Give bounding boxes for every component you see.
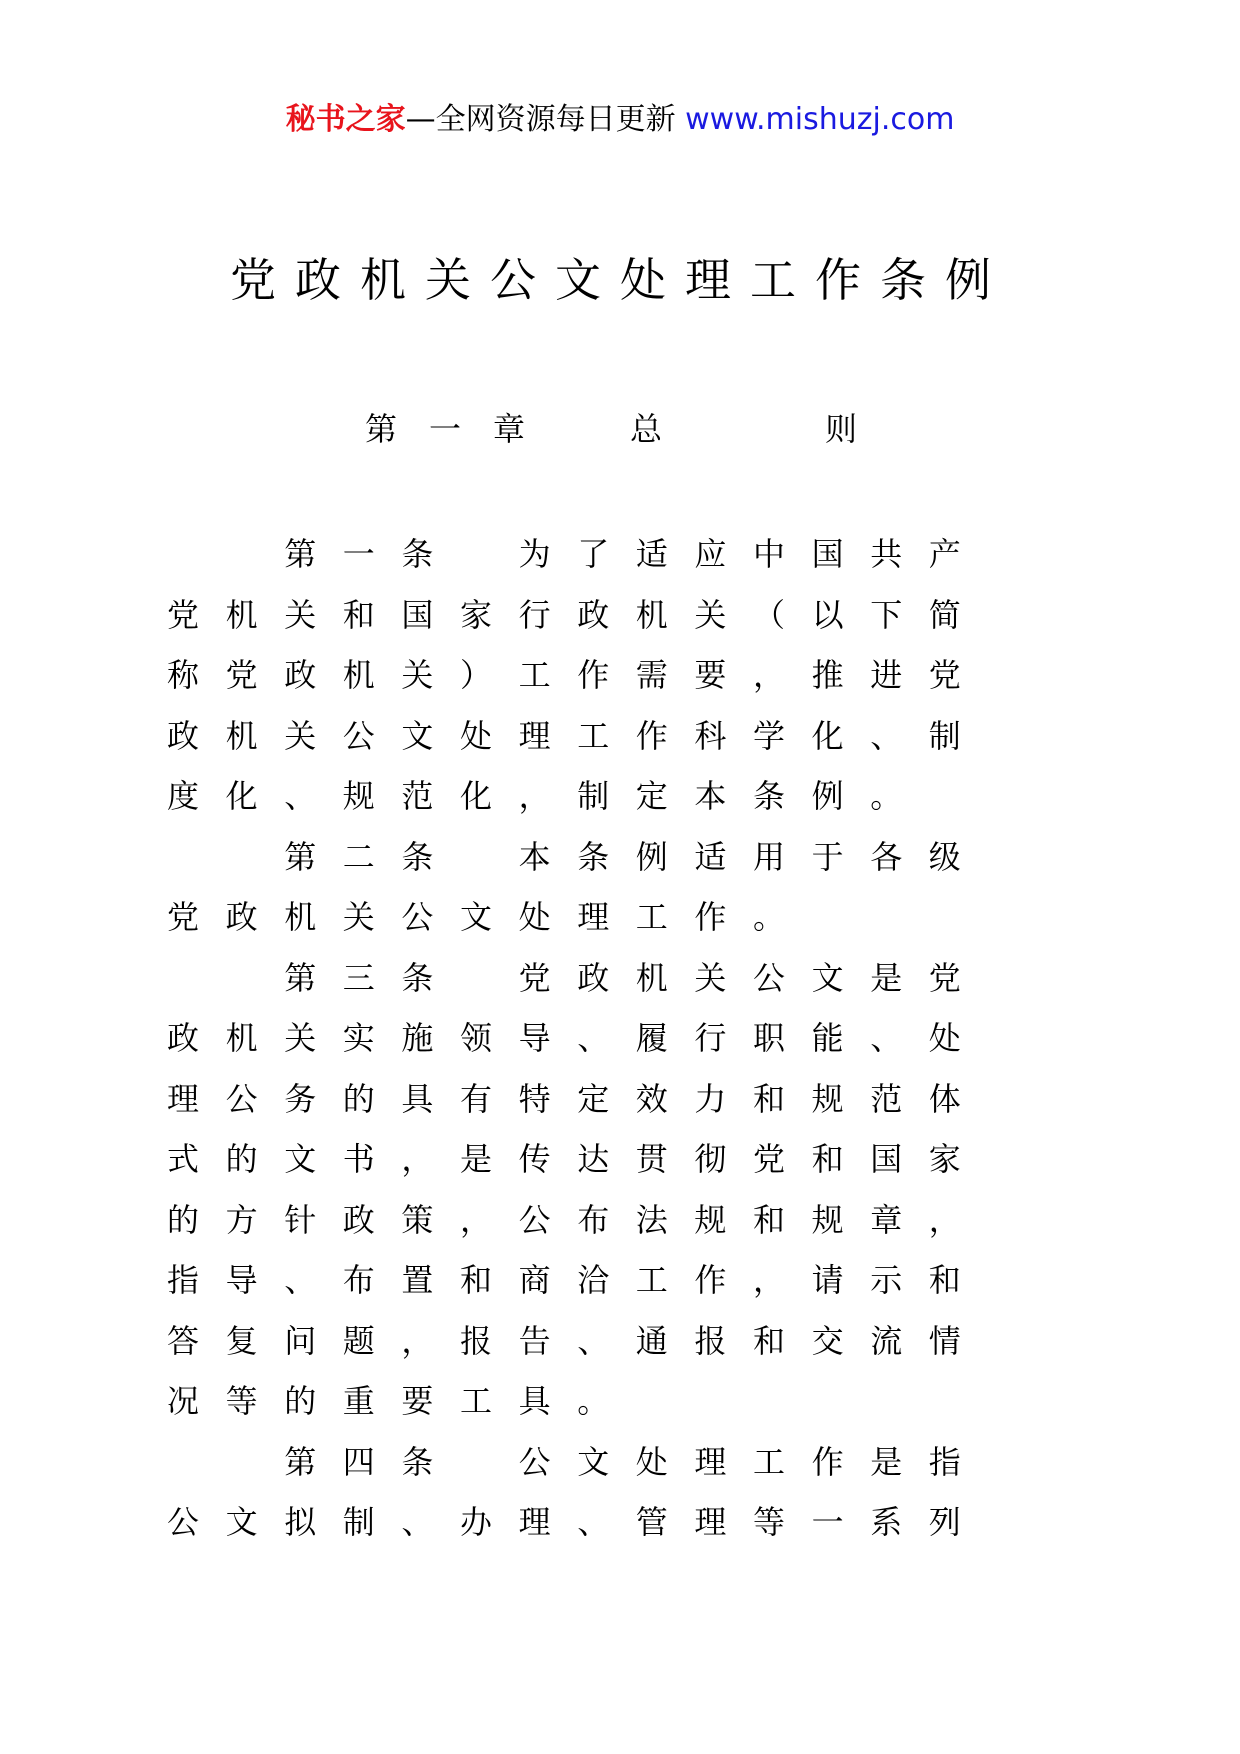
body-char: 和 [928, 1261, 961, 1299]
body-char: 方 [225, 1200, 258, 1239]
body-char: 三 [342, 958, 375, 997]
body-char: 国 [811, 535, 844, 573]
body-char: 用 [753, 837, 786, 876]
body-char: 为 [518, 535, 551, 573]
body-char: 作 [694, 898, 727, 936]
body-char: 规 [811, 1079, 844, 1118]
body-char: 复 [225, 1321, 258, 1360]
body-char: 务 [284, 1079, 317, 1118]
body-char: 文 [401, 716, 434, 755]
body-char: 学 [753, 716, 786, 755]
body-char: 第 [284, 837, 317, 876]
body-char: 机 [342, 656, 375, 694]
body-char: 彻 [694, 1140, 727, 1178]
body-char: 文 [811, 958, 844, 997]
body-char: 例 [635, 837, 668, 876]
body-char: ， [753, 656, 786, 694]
body-char: 本 [694, 777, 727, 815]
body-char: 定 [577, 1079, 610, 1118]
body-char: 范 [401, 777, 434, 815]
body-char: 、 [577, 1019, 610, 1057]
body-char: 以 [811, 595, 844, 634]
body-char: 和 [753, 1079, 786, 1118]
body-char: 规 [342, 777, 375, 815]
body-char: 适 [694, 837, 727, 876]
body-char: 工 [635, 1261, 668, 1299]
body-char: 。 [870, 777, 903, 815]
body-char: 理 [577, 898, 610, 936]
document-body [167, 530, 1077, 1559]
body-char: ， [401, 1321, 434, 1360]
body-char: 有 [460, 1079, 493, 1118]
body-char: 效 [635, 1079, 668, 1118]
body-char: 的 [342, 1079, 375, 1118]
body-line [167, 954, 1077, 1015]
body-char: 关 [284, 595, 317, 634]
body-char: 公 [518, 1200, 551, 1239]
body-char: 机 [225, 1019, 258, 1057]
body-char: 公 [401, 898, 434, 936]
body-line [167, 1135, 1077, 1196]
body-char: 策 [401, 1200, 434, 1239]
body-char: 法 [635, 1200, 668, 1239]
body-char: 一 [811, 1503, 844, 1541]
body-char: 、 [870, 716, 903, 755]
body-char: 应 [694, 535, 727, 573]
body-char: 工 [577, 716, 610, 755]
body-char: 关 [284, 1019, 317, 1057]
body-char: 党 [928, 958, 961, 997]
body-char: 传 [518, 1140, 551, 1178]
body-char: 范 [870, 1079, 903, 1118]
body-line [167, 1014, 1077, 1075]
body-char: 文 [577, 1442, 610, 1481]
body-char: 针 [284, 1200, 317, 1239]
body-char: 、 [284, 1261, 317, 1299]
body-char: 处 [460, 716, 493, 755]
body-char: 规 [694, 1200, 727, 1239]
body-char: 关 [342, 898, 375, 936]
body-char: 各 [870, 837, 903, 876]
body-char: 工 [460, 1382, 493, 1420]
body-char: 家 [928, 1140, 961, 1178]
body-char: 政 [167, 1019, 200, 1057]
body-char: 是 [460, 1140, 493, 1178]
body-char: 式 [167, 1140, 200, 1178]
body-char: 党 [753, 1140, 786, 1178]
body-char: 国 [401, 595, 434, 634]
body-char: 一 [342, 535, 375, 573]
body-char: 特 [518, 1079, 551, 1118]
body-char: 定 [635, 777, 668, 815]
body-char: 四 [342, 1442, 375, 1481]
body-char: 政 [577, 958, 610, 997]
body-char: 化 [460, 777, 493, 815]
body-char: 政 [284, 656, 317, 694]
body-char: 系 [870, 1503, 903, 1541]
body-char: 政 [167, 716, 200, 755]
body-char: 文 [225, 1503, 258, 1541]
body-char: 列 [928, 1503, 961, 1541]
body-char: 具 [518, 1382, 551, 1420]
body-char: 处 [518, 898, 551, 936]
chapter-number: 第一章 [365, 410, 558, 448]
body-char: 级 [928, 837, 961, 876]
body-char: 处 [635, 1442, 668, 1481]
body-char: 指 [928, 1442, 961, 1481]
body-char: 条 [753, 777, 786, 815]
site-slogan: —全网资源每日更新 [405, 102, 686, 137]
body-char: 条 [401, 1442, 434, 1481]
body-line [167, 1317, 1077, 1378]
body-char: 政 [342, 1200, 375, 1239]
body-char: 产 [928, 535, 961, 573]
body-char: 是 [870, 958, 903, 997]
body-line [167, 1196, 1077, 1257]
body-char: 关 [694, 595, 727, 634]
body-char: 的 [225, 1140, 258, 1178]
body-char: 文 [284, 1140, 317, 1178]
body-char: 洽 [577, 1261, 610, 1299]
body-char: 称 [167, 656, 200, 694]
body-char: 置 [401, 1261, 434, 1299]
body-char: 共 [870, 535, 903, 573]
body-char: 导 [518, 1019, 551, 1057]
body-char: 等 [225, 1382, 258, 1420]
body-char: 施 [401, 1019, 434, 1057]
body-char: 办 [460, 1503, 493, 1541]
body-char: 。 [753, 898, 786, 936]
body-char: 规 [811, 1200, 844, 1239]
body-char: 体 [928, 1079, 961, 1118]
body-line [167, 1377, 1077, 1438]
body-char: 、 [284, 777, 317, 815]
body-char: 条 [401, 958, 434, 997]
body-char: 关 [284, 716, 317, 755]
body-char: 是 [870, 1442, 903, 1481]
body-char: 科 [694, 716, 727, 755]
body-char: 制 [342, 1503, 375, 1541]
body-line [167, 591, 1077, 652]
body-char: 和 [342, 595, 375, 634]
body-char: 政 [225, 898, 258, 936]
body-char: 文 [460, 898, 493, 936]
body-char: 报 [694, 1321, 727, 1360]
site-url[interactable]: www.mishuzj.com [685, 102, 955, 137]
body-char: 适 [635, 535, 668, 573]
body-char: 要 [401, 1382, 434, 1420]
body-char: 指 [167, 1261, 200, 1299]
body-char: 理 [694, 1503, 727, 1541]
body-char: 流 [870, 1321, 903, 1360]
body-char: 制 [928, 716, 961, 755]
body-char: 机 [225, 716, 258, 755]
body-char: 条 [401, 837, 434, 876]
body-char: 重 [342, 1382, 375, 1420]
chapter-heading [0, 409, 1240, 449]
body-char: 下 [870, 595, 903, 634]
body-char: 作 [811, 1442, 844, 1481]
body-char: 工 [753, 1442, 786, 1481]
body-line [167, 772, 1077, 833]
body-char: （ [753, 595, 786, 634]
body-line [167, 530, 1077, 591]
body-char: 题 [342, 1321, 375, 1360]
body-char: 职 [753, 1019, 786, 1057]
body-char: 布 [342, 1261, 375, 1299]
body-char: 、 [577, 1503, 610, 1541]
document-title: 党政机关公文处理工作条例 [230, 253, 1010, 307]
body-char: 领 [460, 1019, 493, 1057]
body-line [167, 1075, 1077, 1136]
body-char: 公 [518, 1442, 551, 1481]
body-char: 布 [577, 1200, 610, 1239]
body-char: 问 [284, 1321, 317, 1360]
body-line [167, 651, 1077, 712]
body-char: 国 [870, 1140, 903, 1178]
body-line [167, 1256, 1077, 1317]
body-char: 理 [694, 1442, 727, 1481]
body-char: 条 [577, 837, 610, 876]
body-line [167, 893, 1077, 954]
body-char: 实 [342, 1019, 375, 1057]
body-char: 简 [928, 595, 961, 634]
body-char: 工 [635, 898, 668, 936]
body-char: 工 [518, 656, 551, 694]
body-char: 管 [635, 1503, 668, 1541]
body-char: ， [460, 1200, 493, 1239]
body-char: 、 [577, 1321, 610, 1360]
body-char: ） [460, 656, 493, 694]
body-char: 的 [167, 1200, 200, 1239]
body-char: ， [401, 1140, 434, 1178]
body-char: 政 [577, 595, 610, 634]
body-char: 和 [460, 1261, 493, 1299]
body-char: 理 [518, 1503, 551, 1541]
body-char: 作 [635, 716, 668, 755]
body-char: 公 [342, 716, 375, 755]
body-char: 作 [694, 1261, 727, 1299]
body-char: 条 [401, 535, 434, 573]
body-char: 于 [811, 837, 844, 876]
body-char: 了 [577, 535, 610, 573]
body-char: 公 [167, 1503, 200, 1541]
body-char: 的 [284, 1382, 317, 1420]
body-char: 情 [928, 1321, 961, 1360]
body-line [167, 833, 1077, 894]
body-char: 关 [694, 958, 727, 997]
body-char: 第 [284, 535, 317, 573]
body-char: 中 [753, 535, 786, 573]
body-char: 家 [460, 595, 493, 634]
body-line [167, 1438, 1077, 1499]
body-char: 履 [635, 1019, 668, 1057]
body-char: 机 [284, 898, 317, 936]
chapter-title-right: 则 [825, 410, 858, 448]
body-char: 处 [928, 1019, 961, 1057]
body-char: 商 [518, 1261, 551, 1299]
body-char: 化 [225, 777, 258, 815]
body-char: 机 [635, 595, 668, 634]
body-char: 况 [167, 1382, 200, 1420]
body-char: 化 [811, 716, 844, 755]
body-char: 行 [518, 595, 551, 634]
site-brand: 秘书之家 [285, 102, 406, 137]
body-char: 书 [342, 1140, 375, 1178]
body-char: 理 [518, 716, 551, 755]
body-char: 等 [753, 1503, 786, 1541]
body-char: 。 [577, 1382, 610, 1420]
body-char: 能 [811, 1019, 844, 1057]
body-char: 具 [401, 1079, 434, 1118]
body-char: 报 [460, 1321, 493, 1360]
body-char: 公 [753, 958, 786, 997]
body-char: 达 [577, 1140, 610, 1178]
body-char: 、 [870, 1019, 903, 1057]
body-char: 本 [518, 837, 551, 876]
body-char: 和 [753, 1321, 786, 1360]
body-char: 机 [225, 595, 258, 634]
body-char: 党 [167, 595, 200, 634]
body-char: 请 [811, 1261, 844, 1299]
body-char: 导 [225, 1261, 258, 1299]
body-char: 示 [870, 1261, 903, 1299]
site-header [0, 100, 1240, 140]
body-char: 贯 [635, 1140, 668, 1178]
body-char: 要 [694, 656, 727, 694]
body-char: 第 [284, 958, 317, 997]
body-char: 公 [225, 1079, 258, 1118]
body-char: 、 [401, 1503, 434, 1541]
body-char: 党 [518, 958, 551, 997]
body-char: 推 [811, 656, 844, 694]
body-char: 力 [694, 1079, 727, 1118]
body-char: 关 [401, 656, 434, 694]
body-char: 拟 [284, 1503, 317, 1541]
chapter-title-left: 总 [630, 410, 663, 448]
body-line [167, 1498, 1077, 1559]
body-char: 章 [870, 1200, 903, 1239]
body-char: 二 [342, 837, 375, 876]
body-char: 交 [811, 1321, 844, 1360]
body-char: 机 [635, 958, 668, 997]
body-char: 第 [284, 1442, 317, 1481]
body-char: 和 [811, 1140, 844, 1178]
body-char: 进 [870, 656, 903, 694]
body-char: 通 [635, 1321, 668, 1360]
body-char: 党 [928, 656, 961, 694]
body-char: ， [753, 1261, 786, 1299]
body-char: 行 [694, 1019, 727, 1057]
body-char: 和 [753, 1200, 786, 1239]
body-line [167, 712, 1077, 773]
body-char: 需 [635, 656, 668, 694]
body-char: ， [518, 777, 551, 815]
body-char: 制 [577, 777, 610, 815]
body-char: 理 [167, 1079, 200, 1118]
body-char: ， [928, 1200, 961, 1239]
body-char: 告 [518, 1321, 551, 1360]
body-char: 党 [167, 898, 200, 936]
body-char: 例 [811, 777, 844, 815]
body-char: 答 [167, 1321, 200, 1360]
body-char: 作 [577, 656, 610, 694]
body-char: 党 [225, 656, 258, 694]
body-char: 度 [167, 777, 200, 815]
